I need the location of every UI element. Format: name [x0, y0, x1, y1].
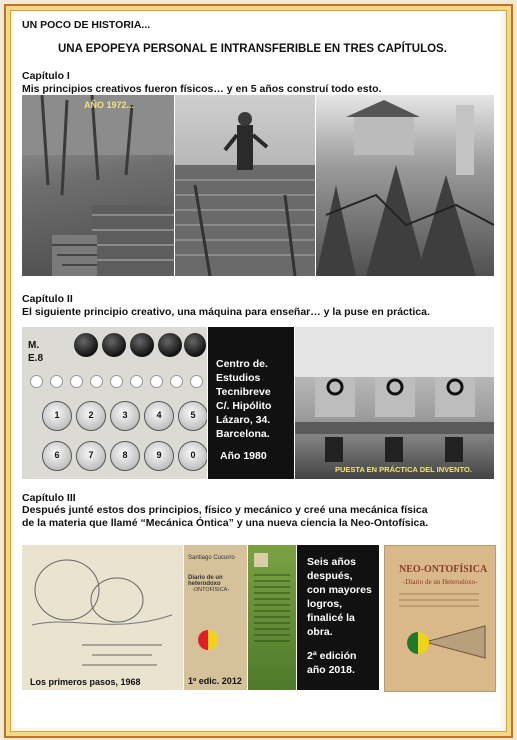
photo-man-on-wall [175, 95, 315, 276]
number-dial [76, 401, 106, 431]
chapter3-title: Capítulo III [22, 492, 76, 504]
book-emblem-icon [198, 630, 218, 650]
photo-house-trees [316, 95, 494, 276]
dial-number: 3 [122, 410, 128, 420]
photo-teaching-machine [22, 327, 207, 479]
dial-number: 8 [122, 450, 128, 460]
dial-number: 6 [54, 450, 60, 460]
info-line: finalicé la [307, 612, 355, 624]
photo-caption: PUESTA EN PRÁCTICA DEL INVENTO. [335, 465, 472, 474]
book2-subtitle: -Diario de un Heterodoxo- [403, 578, 478, 586]
info-line: con mayores [307, 584, 372, 596]
edition-line: año 2018. [307, 664, 355, 676]
sketch-caption: Los primeros pasos, 1968 [30, 677, 141, 687]
chapter1-title: Capítulo I [22, 70, 70, 82]
number-dial [42, 441, 72, 471]
book-emblem-icon [407, 632, 429, 654]
white-button [170, 375, 183, 388]
info-line: Seis años [307, 556, 357, 568]
number-dial [42, 401, 72, 431]
dial-number: 2 [88, 410, 94, 420]
info-line: Centro de. [216, 358, 268, 370]
book2-title: NEO-ONTOFÍSICA [399, 564, 488, 575]
black-knob [102, 333, 126, 357]
number-dial [178, 401, 207, 431]
white-button [70, 375, 83, 388]
book1-edition: 1º edic. 2012 [188, 676, 242, 686]
chapter3-text-line2: de la materia que llamé “Mecánica Óntica” y una nueva ciencia la Neo-Ontofísica. [22, 517, 429, 529]
white-button [110, 375, 123, 388]
info-year: Año 1980 [220, 450, 267, 462]
chapter2-text: El siguiente principio creativo, una máquina para enseñar… y la puse en práctica. [22, 306, 430, 318]
book-back-cover [248, 545, 296, 690]
white-button [30, 375, 43, 388]
dial-number: 5 [190, 410, 196, 420]
black-knob [158, 333, 182, 357]
number-dial [144, 441, 174, 471]
info-line: Barcelona. [216, 428, 270, 440]
edition-info-box [297, 545, 379, 690]
photo-stone-stairs [22, 95, 174, 276]
chapter1-text: Mis principios creativos fueron físicos… y en 5 años construí todo esto. [22, 83, 382, 95]
dial-number: 1 [54, 410, 60, 420]
dial-number: 0 [190, 450, 196, 460]
number-dial [110, 401, 140, 431]
photo-sketch [22, 545, 183, 690]
black-knob [74, 333, 98, 357]
page-subtitle: UNA EPOPEYA PERSONAL E INTRANSFERIBLE EN TRES CAPÍTULOS. [58, 43, 447, 55]
chapter3-text-line1: Después junté estos dos principios, físico y mecánico y creé una mecánica física [22, 504, 428, 516]
info-line: obra. [307, 626, 333, 638]
photo-year-label: AÑO 1972... [84, 100, 135, 110]
chapter2-title: Capítulo II [22, 293, 73, 305]
info-line: Estudios [216, 372, 261, 384]
number-dial [144, 401, 174, 431]
document-page [14, 12, 500, 728]
dial-number: 4 [156, 410, 162, 420]
book1-subtitle: -ONTOFÍSICA- [192, 587, 230, 593]
white-button [130, 375, 143, 388]
center-info-box [208, 327, 294, 479]
book-cover-2 [384, 545, 496, 692]
book1-author: Santiago Cucurro [188, 555, 235, 561]
black-knob [130, 333, 154, 357]
number-dial [110, 441, 140, 471]
black-knob [184, 333, 206, 357]
number-dial [76, 441, 106, 471]
info-line: Lázaro, 34. [216, 414, 271, 426]
info-line: C/. Hipólito [216, 400, 272, 412]
number-dial [178, 441, 207, 471]
dial-number: 7 [88, 450, 94, 460]
white-button [50, 375, 63, 388]
info-line: logros, [307, 598, 343, 610]
white-button [90, 375, 103, 388]
dial-number: 9 [156, 450, 162, 460]
book-cover-1 [184, 545, 247, 690]
photo-classroom [295, 327, 494, 479]
white-button [150, 375, 163, 388]
machine-label: M. E.8 [28, 340, 44, 364]
info-line: después, [307, 570, 353, 582]
white-button [190, 375, 203, 388]
page-title: UN POCO DE HISTORIA... [22, 19, 151, 31]
edition-line: 2ª edición [307, 650, 357, 662]
book1-title: Diario de un heterodoxo [188, 575, 223, 587]
info-line: Tecnibreve [216, 386, 271, 398]
